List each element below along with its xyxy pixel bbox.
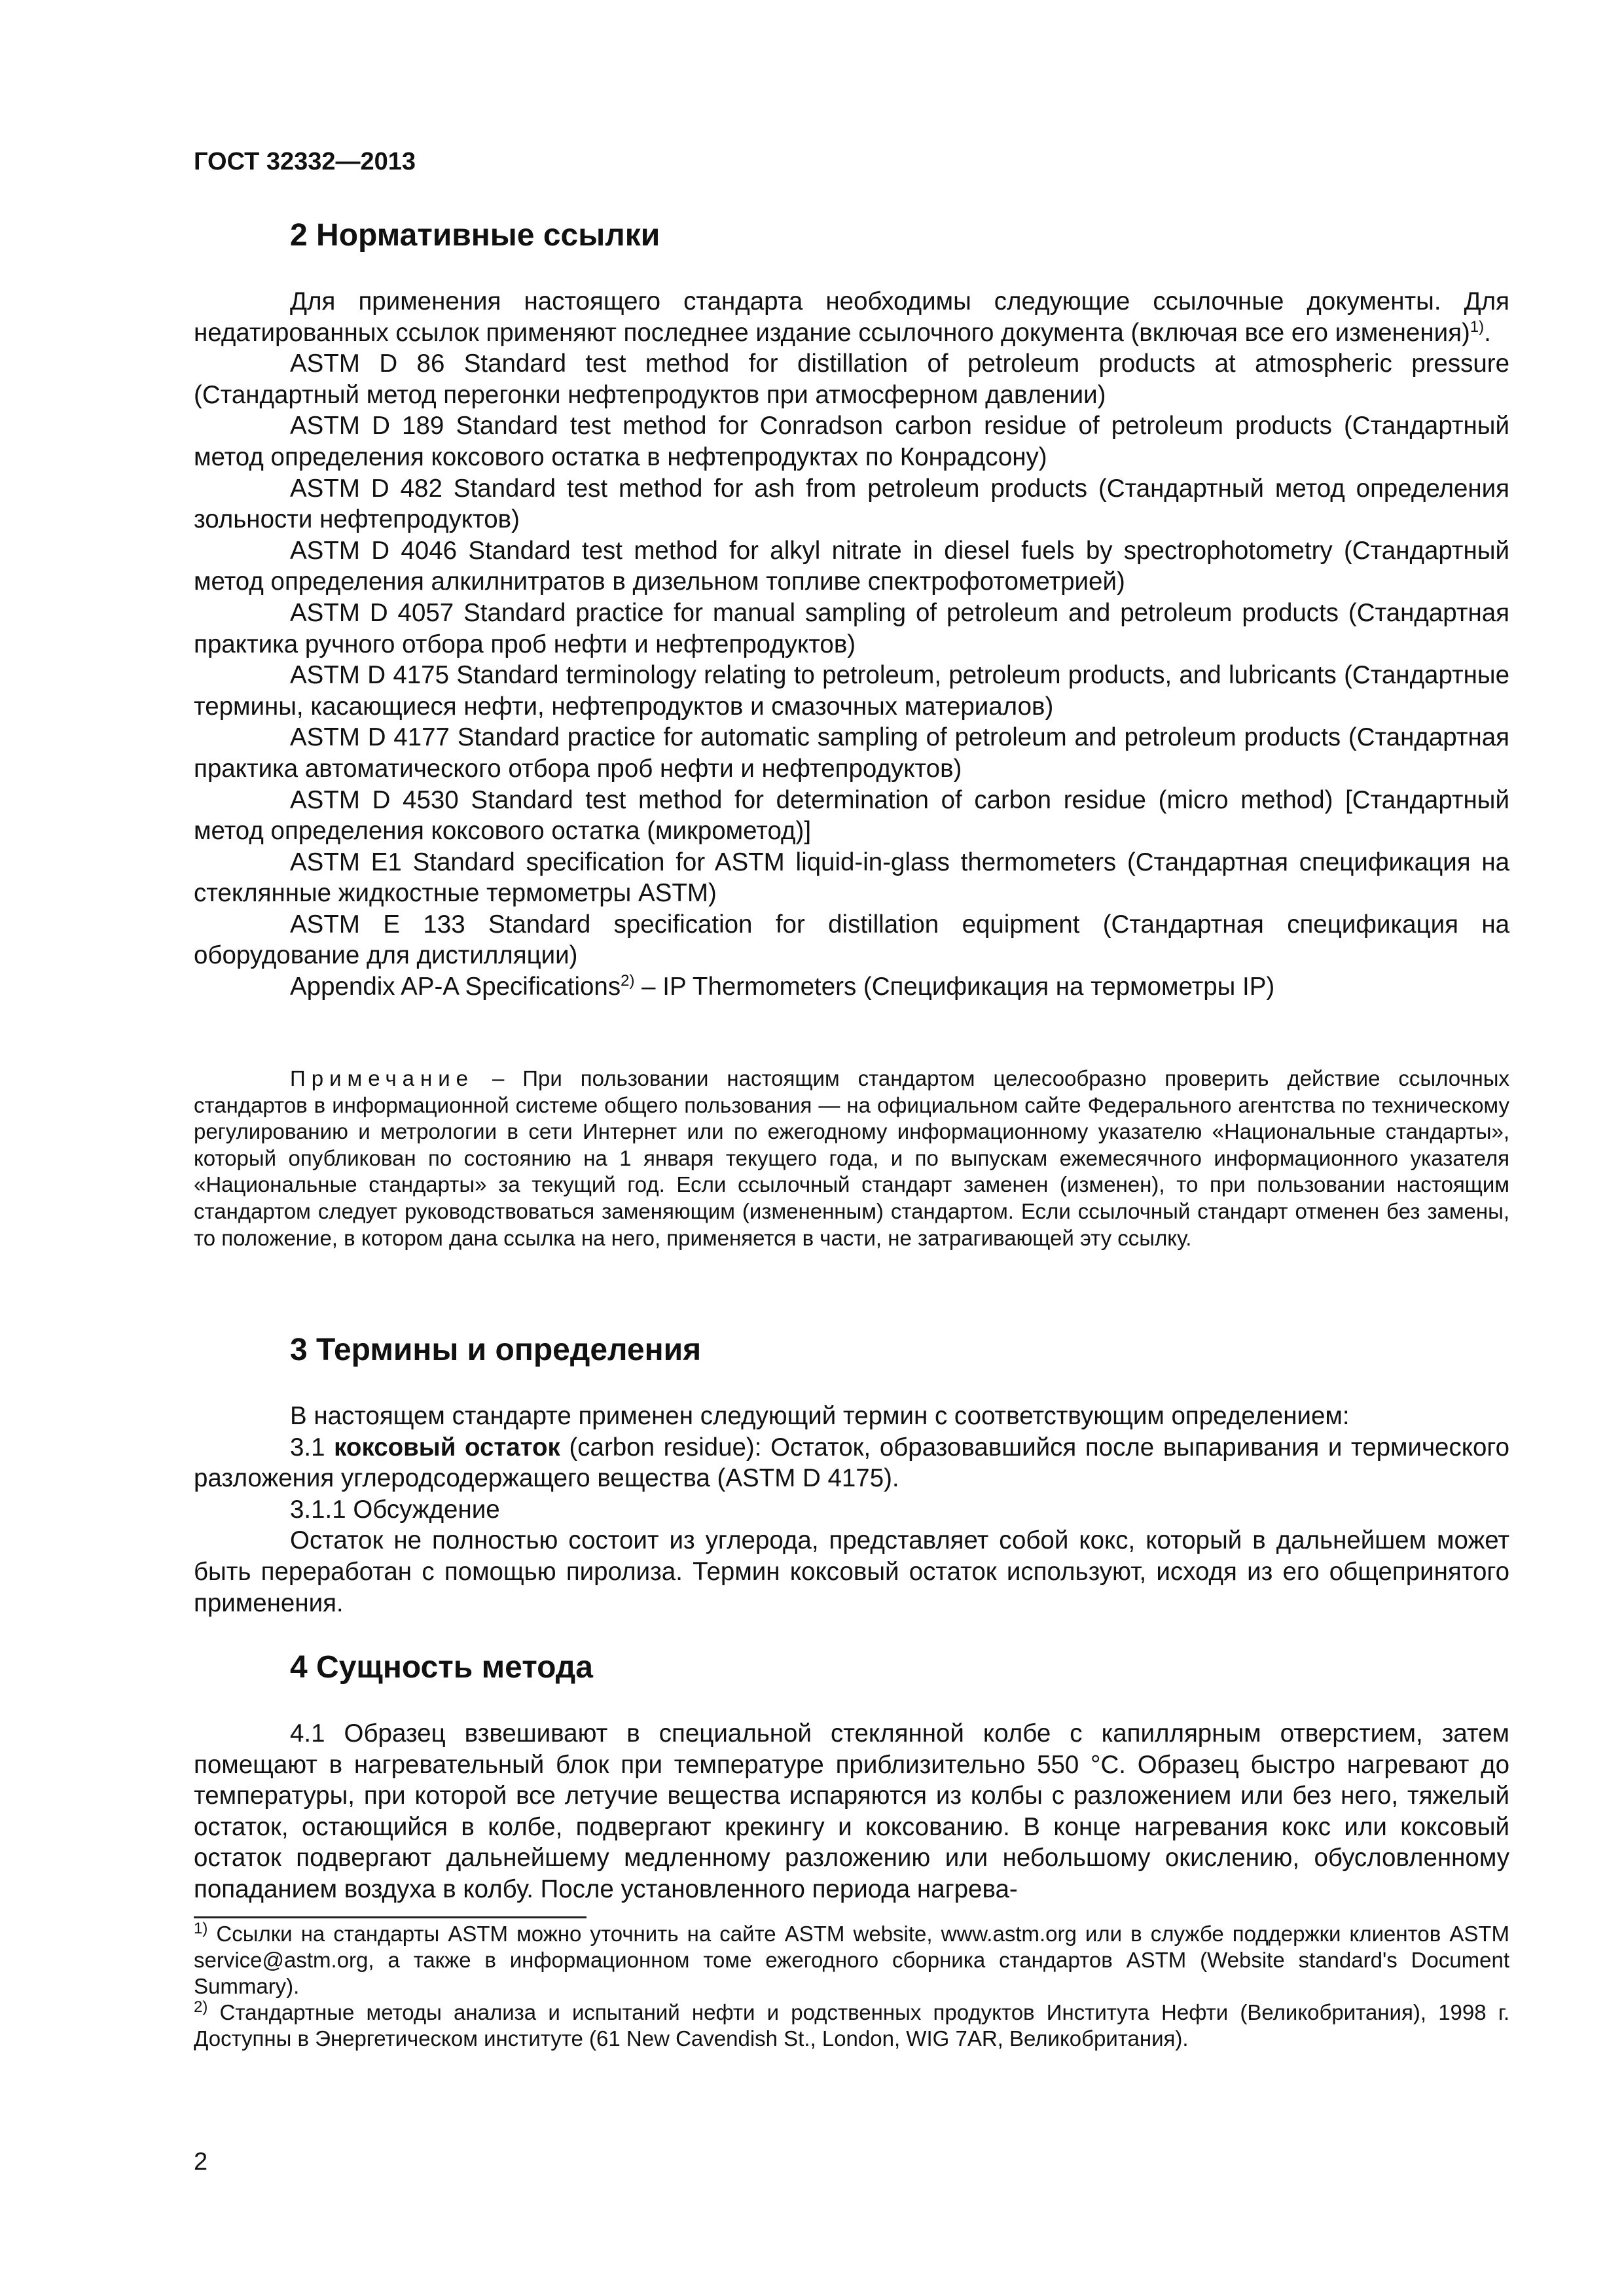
footnote-text-1: Ссылки на стандарты ASTM можно уточнить на сайте ASTM website, www.astm.org или в службе поддержки клиентов ASTM service@astm.org, а также в информационном томе ежегодного сборника стандартов ASTM (Website standard's Document Summary). bbox=[194, 1922, 1509, 1998]
footnote-mark-1: 1) bbox=[194, 1920, 208, 1937]
footnote-ref-2: 2) bbox=[621, 972, 635, 990]
reference-item: ASTM D 4046 Standard test method for alkyl nitrate in diesel fuels by spectrophotometry (Стандартный метод определения алкилнитратов в дизельном топливе спектрофотометрией) bbox=[194, 536, 1509, 596]
reference-item: ASTM E 133 Standard specification for distillation equipment (Стандартная спецификация на оборудование для дистилляции) bbox=[194, 910, 1509, 970]
reference-item: ASTM D 4530 Standard test method for determination of carbon residue (micro method) [Стандартный метод определения коксового остатка (микрометод)] bbox=[194, 785, 1509, 846]
section-2-intro bbox=[194, 286, 1509, 348]
reference-item-last bbox=[194, 971, 1509, 1003]
reference-item: ASTM D 482 Standard test method for ash from petroleum products (Стандартный метод определения зольности нефтепродуктов) bbox=[194, 474, 1509, 534]
term-text: (carbon residue): Остаток, образовавшийся после выпаривания и термического разложения углеродсодержащего вещества (ASTM D 4175). bbox=[194, 1433, 1510, 1493]
section-2-body bbox=[194, 286, 1509, 1003]
intro-text: Для применения настоящего стандарта необходимы следующие ссылочные документы. Для недатированных ссылок применяют последнее издание ссылочного документа (включая все его изменения) bbox=[194, 287, 1509, 347]
reference-item: ASTM D 4177 Standard practice for automatic sampling of petroleum and petroleum products (Стандартная практика автоматического отбора проб нефти и нефтепродуктов) bbox=[194, 723, 1509, 783]
intro-end: . bbox=[1484, 318, 1491, 347]
note-text: – При пользовании настоящим стандартом целесообразно проверить действие ссылочных стандартов в информационной системе общего пользования — на официальном сайте Федерального агентства по техническому регулированию и метрологии в сети Интернет или по ежегодному информационному указателю «Национальные стандарты», который опубликован по состоянию на 1 января текущего года, и по выпускам ежемесячного информационного указателя «Национальные стандарты» за текущий год. Если ссылочный стандарт заменен (изменен), то при пользовании настоящим стандартом следует руководствоваться заменяющим (измененным) стандартом. Если ссылочный стандарт отменен без замены, то положение, в котором дана ссылка на него, применяется в части, не затрагивающей эту ссылку. bbox=[194, 1066, 1509, 1250]
note-label: Примечание bbox=[290, 1066, 475, 1090]
footnote-text-2: Стандартные методы анализа и испытаний нефти и родственных продуктов Института Нефти (Великобритания), 1998 г. Доступны в Энергетическом институте (61 New Cavendish St., London, WIG 7AR, Великобритания). bbox=[194, 2000, 1509, 2051]
reference-item: ASTM D 4057 Standard practice for manual sampling of petroleum and petroleum products (Стандартная практика ручного отбора проб нефти и нефтепродуктов) bbox=[194, 598, 1509, 658]
section-2-heading: 2 Нормативные ссылки bbox=[290, 218, 660, 253]
term-name: коксовый остаток bbox=[334, 1433, 560, 1462]
note-paragraph bbox=[194, 1066, 1509, 1251]
section-3-body bbox=[194, 1401, 1509, 1619]
footnote-2 bbox=[194, 2000, 1509, 2052]
term-definition bbox=[194, 1432, 1509, 1494]
page-number: 2 bbox=[194, 2148, 208, 2176]
section-3-heading: 3 Термины и определения bbox=[290, 1333, 702, 1367]
footnote-ref-1: 1) bbox=[1470, 317, 1485, 336]
reference-item: ASTM D 4175 Standard terminology relating to petroleum, petroleum products, and lubricants (Стандартные термины, касающиеся нефти, нефтепродуктов и смазочных материалов) bbox=[194, 661, 1509, 721]
section-4-body bbox=[194, 1718, 1509, 1905]
footnotes bbox=[194, 1921, 1509, 2052]
term-number: 3.1 bbox=[290, 1433, 334, 1462]
reference-item: ASTM E1 Standard specification for ASTM liquid-in-glass thermometers (Стандартная спецификация на стеклянные жидкостные термометры ASTM) bbox=[194, 848, 1509, 908]
reference-item: ASTM D 189 Standard test method for Conradson carbon residue of petroleum products (Стандартный метод определения коксового остатка в нефтепродуктах по Конрадсону) bbox=[194, 412, 1509, 471]
standard-id-header: ГОСТ 32332—2013 bbox=[194, 148, 416, 175]
section-4-heading: 4 Сущность метода bbox=[290, 1650, 593, 1685]
last-ref-pre: Appendix AP-A Specifications bbox=[290, 973, 621, 1001]
subsection-heading: 3.1.1 Обсуждение bbox=[290, 1495, 500, 1524]
footnote-mark-2: 2) bbox=[194, 1998, 208, 2016]
footnote-separator bbox=[194, 1916, 586, 1918]
reference-item: ASTM D 86 Standard test method for distillation of petroleum products at atmospheric pressure (Стандартный метод перегонки нефтепродуктов при атмосферном давлении) bbox=[194, 350, 1509, 409]
section-4-text: 4.1 Образец взвешивают в специальной стеклянной колбе с капиллярным отверстием, затем помещают в нагревательный блок при температуре приблизительно 550 °С. Образец быстро нагревают до температуры, при которой все летучие вещества испаряются из колбы с разложением или без него, тяжелый остаток, остающийся в колбе, подвергают крекингу и коксованию. В конце нагревания кокс или коксовый остаток подвергают дальнейшему медленному разложению или небольшому окислению, обусловленному попаданием воздуха в колбу. После установленного периода нагрева- bbox=[194, 1719, 1509, 1903]
last-ref-post: – IP Thermometers (Спецификация на термометры IP) bbox=[634, 973, 1275, 1001]
section-3-intro: В настоящем стандарте применен следующий термин с соответствующим определением: bbox=[290, 1402, 1350, 1430]
footnote-1 bbox=[194, 1921, 1509, 2000]
discussion-text: Остаток не полностью состоит из углерода, представляет собой кокс, который в дальнейшем может быть переработан с помощью пиролиза. Термин коксовый остаток используют, исходя из его общепринятого применения. bbox=[194, 1526, 1509, 1617]
